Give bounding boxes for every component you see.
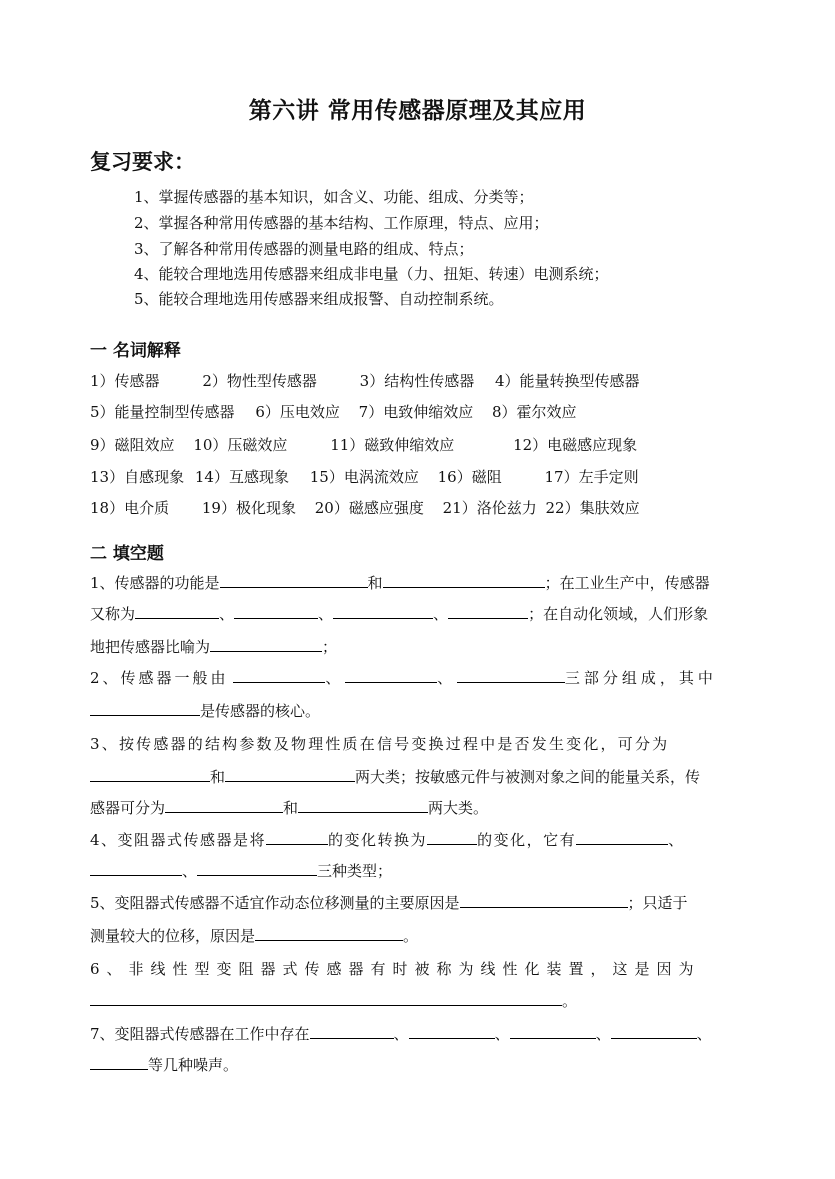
q4-line2 <box>90 860 392 881</box>
separator: 、 <box>219 605 235 623</box>
q3-text: 和 <box>283 799 299 817</box>
answer-blank[interactable] <box>298 798 428 813</box>
answer-blank[interactable] <box>90 767 210 782</box>
answer-blank[interactable] <box>576 830 668 845</box>
term-item: 14）互感现象 <box>194 468 289 486</box>
answer-blank[interactable] <box>448 604 528 619</box>
term-item: 12）电磁感应现象 <box>513 436 638 454</box>
answer-blank[interactable] <box>233 668 325 683</box>
q1-line3 <box>90 636 337 657</box>
q4-text: 的变化转换为 <box>328 831 428 849</box>
answer-blank[interactable] <box>427 830 477 845</box>
answer-blank[interactable] <box>210 637 322 652</box>
q2-text: 是传感器的核心。 <box>200 702 321 720</box>
review-item: 1、掌握传感器的基本知识，如含义、功能、组成、分类等； <box>134 188 534 206</box>
term-item: 2）物性型传感器 <box>202 372 317 390</box>
term-item: 11）磁致伸缩效应 <box>330 436 455 454</box>
term-item: 1）传感器 <box>90 372 160 390</box>
q4-text: 三种类型； <box>317 862 393 880</box>
answer-blank[interactable] <box>165 798 283 813</box>
q3-text: 两大类。 <box>428 799 489 817</box>
q1-text: ； <box>322 638 338 656</box>
separator: 、 <box>595 1025 611 1043</box>
q1-text: ；在自动化领域，人们形象 <box>528 605 709 623</box>
q1-line2 <box>90 603 708 624</box>
separator: 、 <box>437 669 453 687</box>
answer-blank[interactable] <box>345 668 437 683</box>
answer-blank[interactable] <box>220 573 368 588</box>
section-heading-terms: 一 名词解释 <box>90 341 181 361</box>
answer-blank[interactable] <box>333 604 433 619</box>
q3-text: 两大类；按敏感元件与被测对象之间的能量关系，传 <box>355 768 701 786</box>
q6-text: 。 <box>562 992 578 1010</box>
term-item: 15）电涡流效应 <box>309 468 419 486</box>
q1-text: 地把传感器比喻为 <box>90 638 211 656</box>
q3-line3 <box>90 797 488 818</box>
q2-text: 2、传感器一般由 <box>90 669 229 687</box>
q5-text: ；只适于 <box>627 894 688 912</box>
term-item: 5）能量控制型传感器 <box>90 403 235 421</box>
term-item: 18）电介质 <box>90 499 170 517</box>
answer-blank[interactable] <box>460 893 628 908</box>
term-item: 13）自感现象 <box>90 468 185 486</box>
q1-text: ；在工业生产中，传感器 <box>544 574 710 592</box>
separator: 、 <box>393 1025 409 1043</box>
answer-blank[interactable] <box>197 861 317 876</box>
review-item: 2、掌握各种常用传感器的基本结构、工作原理，特点、应用； <box>134 214 549 232</box>
q2-line2 <box>90 700 320 721</box>
q4-line1 <box>90 829 683 850</box>
q6-line2 <box>90 990 577 1011</box>
answer-blank[interactable] <box>90 701 200 716</box>
q3-line1: 3、按传感器的结构参数及物理性质在信号变换过程中是否发生变化，可分为 <box>90 735 670 753</box>
term-item: 16）磁阻 <box>437 468 502 486</box>
term-item: 9）磁阻效应 <box>90 436 175 454</box>
answer-blank[interactable] <box>266 830 328 845</box>
separator: 、 <box>182 862 198 880</box>
term-item: 20）磁感应强度 <box>314 499 424 517</box>
q3-line2 <box>90 766 700 787</box>
separator: 、 <box>696 1025 712 1043</box>
answer-blank[interactable] <box>409 1024 495 1039</box>
term-item: 6）压电效应 <box>255 403 340 421</box>
q7-line2 <box>90 1054 238 1075</box>
q5-text: 。 <box>403 927 419 945</box>
answer-blank[interactable] <box>611 1024 697 1039</box>
q6-line1: 6、非线性型变阻器式传感器有时被称为线性化装置，这是因为 <box>90 960 701 978</box>
q7-text: 等几种噪声。 <box>148 1056 239 1074</box>
q5-text: 测量较大的位移，原因是 <box>90 927 256 945</box>
q5-text: 5、变阻器式传感器不适宜作动态位移测量的主要原因是 <box>90 894 460 912</box>
page-title: 第六讲 常用传感器原理及其应用 <box>248 97 587 124</box>
q5-line1 <box>90 892 688 913</box>
term-item: 7）电致伸缩效应 <box>358 403 474 421</box>
q5-line2 <box>90 925 418 946</box>
answer-blank[interactable] <box>510 1024 596 1039</box>
term-item: 22）集肤效应 <box>545 499 640 517</box>
answer-blank[interactable] <box>135 604 219 619</box>
q2-text: 三部分组成，其中 <box>564 669 717 687</box>
term-item: 3）结构性传感器 <box>359 372 475 390</box>
term-item: 21）洛伦兹力 <box>442 499 537 517</box>
q1-text: 1、传感器的功能是 <box>90 574 220 592</box>
review-item: 3、了解各种常用传感器的测量电路的组成、特点； <box>134 240 474 258</box>
separator: 、 <box>318 605 334 623</box>
answer-blank[interactable] <box>457 668 565 683</box>
answer-blank[interactable] <box>90 861 182 876</box>
answer-blank[interactable] <box>225 767 355 782</box>
q4-text: 4、变阻器式传感器是将 <box>90 831 267 849</box>
review-heading: 复习要求： <box>90 149 195 174</box>
review-item: 5、能较合理地选用传感器来组成报警、自动控制系统。 <box>134 290 504 308</box>
q4-text: 的变化，它有 <box>477 831 577 849</box>
q1-text: 和 <box>367 574 383 592</box>
term-item: 19）极化现象 <box>201 499 296 517</box>
q7-text: 7、变阻器式传感器在工作中存在 <box>90 1025 310 1043</box>
answer-blank[interactable] <box>383 573 545 588</box>
terms-row <box>90 401 595 422</box>
q3-text: 和 <box>210 768 226 786</box>
term-item: 8）霍尔效应 <box>491 403 577 421</box>
q7-line1 <box>90 1023 712 1044</box>
terms-row <box>90 434 655 455</box>
separator: 、 <box>494 1025 510 1043</box>
q3-text: 感器可分为 <box>90 799 166 817</box>
review-item: 4、能较合理地选用传感器来组成非电量（力、扭矩、转速）电测系统； <box>134 265 609 283</box>
term-item: 10）压磁效应 <box>193 436 288 454</box>
separator: 、 <box>668 831 684 849</box>
terms-row <box>90 497 658 518</box>
section-heading-fill: 二 填空题 <box>90 544 164 564</box>
terms-row <box>90 466 657 487</box>
term-item: 4）能量转换型传感器 <box>494 372 640 390</box>
answer-blank[interactable] <box>234 604 318 619</box>
terms-row <box>90 370 658 391</box>
q2-line1 <box>90 667 717 688</box>
term-item: 17）左手定则 <box>544 468 639 486</box>
q1-text: 又称为 <box>90 605 136 623</box>
answer-blank[interactable] <box>90 991 562 1006</box>
answer-blank[interactable] <box>255 926 403 941</box>
q1-line1 <box>90 572 710 593</box>
answer-blank[interactable] <box>310 1024 394 1039</box>
separator: 、 <box>325 669 341 687</box>
answer-blank[interactable] <box>90 1055 148 1070</box>
separator: 、 <box>433 605 449 623</box>
